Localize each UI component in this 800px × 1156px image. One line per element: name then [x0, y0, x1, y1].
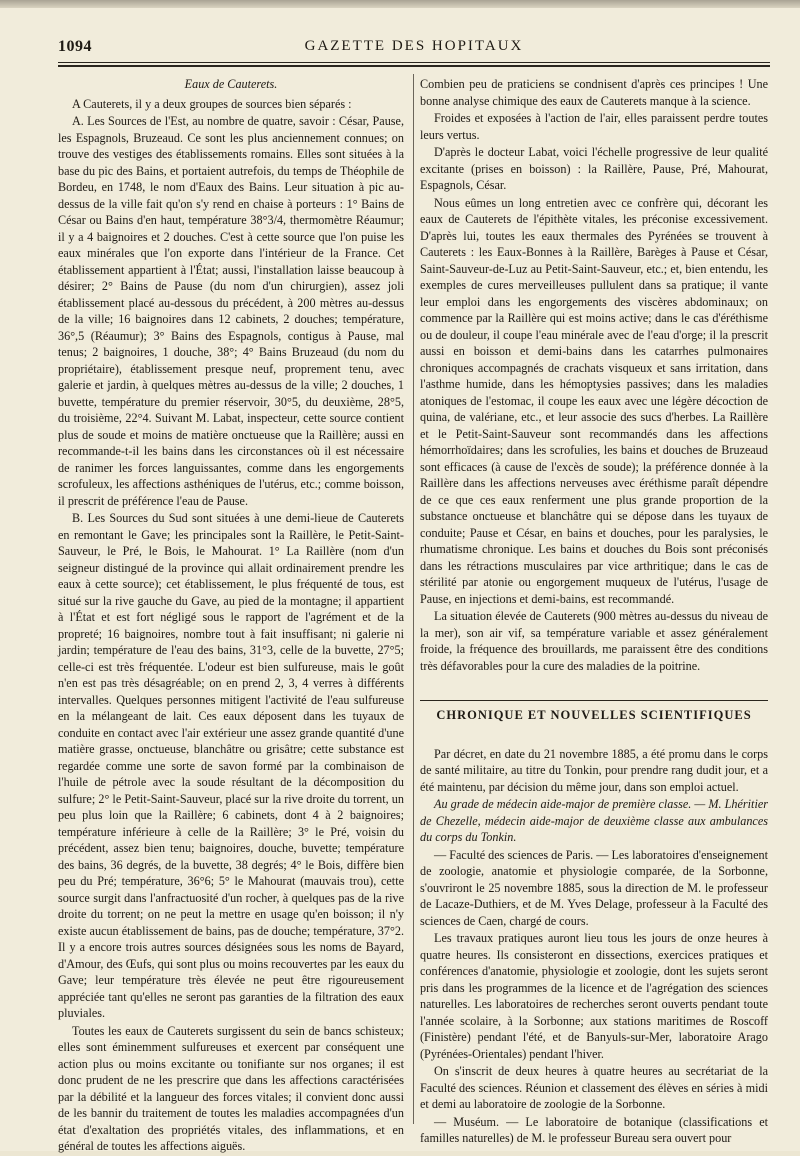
paragraph: — Faculté des sciences de Paris. — Les laboratoires d'enseignement de zoologie, anatomie et physiologie comparée, de la Sorbonne, s'ouvriront le 25 novembre 1885, sous la direction de M. le professeur de Lacaze-Duthiers, et de M. Yves Delage, professeur à la Faculté des sciences de Caen, chargé de cours.	[420, 847, 768, 928]
right-column	[420, 76, 768, 1148]
scan-edge	[0, 0, 800, 8]
paragraph: La situation élevée de Cauterets (900 mètres au-dessus du niveau de la mer), son air vif, sa température variable et assez généralement froide, la fréquence des brouillards, me paraissent être des conditions très défavorables pour la cure des maladies de la poitrine.	[420, 609, 768, 673]
paragraph: A Cauterets, il y a deux groupes de sources bien séparés :	[72, 96, 352, 111]
article-subheading: Eaux de Cauterets.	[184, 77, 278, 91]
paragraph: D'après le docteur Labat, voici l'échelle progressive de leur qualité excitante (prises en boisson) : la Raillère, Pause, Pré, Mahourat, Espagnols, César.	[420, 145, 768, 192]
page-header	[58, 38, 770, 60]
paragraph: Par décret, en date du 21 novembre 1885, a été promu dans le corps de santé militaire, au titre du Tonkin, pour prendre rang dudit jour, et a été maintenu, par décision du même jour, dans son emploi actuel.	[420, 746, 768, 794]
paragraph: Les travaux pratiques auront lieu tous les jours de onze heures à quatre heures. Ils consisteront en dissections, exercices pratiques et conférences d'anatomie, physiologie et zoologie, dont les sujets seront pris dans les programmes de la licence et de l'agrégation des sciences naturelles. Les laboratoires de recherches seront ouverts pendant toute l'année scolaire, à la Sorbonne; aux stations maritimes de Roscoff (Finistère) pendant l'été, et de Banyuls-sur-Mer, laboratoire Arago (Pyrénées-Orientales) pendant l'hiver.	[420, 931, 768, 1061]
paragraph: Au grade de médecin aide-major de première classe. — M. Lhéritier de Chezelle, médecin aide-major de deuxième classe aux ambulances du corps du Tonkin.	[420, 797, 768, 844]
paragraph: Toutes les eaux de Cauterets surgissent du sein de bancs schisteux; elles sont éminemment sulfureuses et exercent par conséquent une action plus ou moins excitante ou tonifiante sur nos organes; il est donc prudent de ne les prescrire que dans les affections caractérisées par la débilité et la langueur des forces vitales; il convient donc aussi de les bannir du traitement de toutes les maladies accompagnées d'un état d'exaltation des propriétés vitales, des inflammations, et en général de toutes les affections aiguës.	[58, 1023, 404, 1153]
paragraph: Froides et exposées à l'action de l'air, elles paraissent perdre toutes leurs vertus.	[420, 111, 768, 142]
page-number: 1094	[58, 38, 92, 55]
header-rule	[58, 62, 770, 63]
header-rule-thick	[58, 65, 770, 67]
paragraph: B. Les Sources du Sud sont situées à une demi-lieue de Cauterets en remontant le Gave; les principales sont la Raillère, le Petit-Saint-Sauveur, le Pré, le Bois, le Mahourat. 1° La Raillère (nom d'un seigneur distingué de la province qui allait ordinairement prendre les eaux à cette source); cet établissement, le plus fréquenté de tous, est situé sur la rive gauche du Gave, au pied de la montagne; il appartient à l'État et est fort négligé sous le rapport de l'agrément et de la propreté; 16 baignoires, nombre tout à fait insuffisant; ni galerie ni jardin; température de l'eau des bains, 31°3, celle de la buvette, 27°5; celle-ci est très fréquentée. L'odeur est bien sulfureuse, mais le goût n'en est pas très désagréable; on en prend 2, 3, 4 verres à différents intervalles. Quelques personnes mitigent l'activité de l'eau sulfureuse en la mélangeant de lait. Ces eaux déposent dans les tuyaux de conduite en contact avec l'air extérieur une assez grande quantité d'une matière grasse, onctueuse, blanchâtre ou grisâtre; cette substance est regardée comme une sorte de savon formé par la combinaison de l'huile de pétrole avec la soude résultant de la décomposition du sulfure; 2° le Petit-Saint-Sauveur, placé sur la rive droite du torrent, un peu plus loin que la Raillère; 6 cabinets, dont 4 à 2 baignoires; température inférieure à celle de la Raillère; 3° le Pré, voisin du précédent, assez bien tenu; baignoires, douche, buvette; température des bains, 36 degrés, de la buvette, 38 degrés; 4° le Bois, diffère bien peu du Pré; température, 36°6; 5° le Mahourat (mauvais trou), cette source surgit dans l'anfractuosité d'un rocher, à quelques pas de la rive droite du torrent; on ne peut la mettre en usage qu'en boisson; il n'y existe aucun établissement de bains, pas de douche; température, 37°2. Il y a encore trois autres sources désignées sous les noms de Bayard, d'Amour, des Œufs, qui sont plus ou moins recouvertes par les eaux du Gave; leur température très élevée ne peut être rigoureusement appréciée tant qu'elles ne seront pas garanties de la filtration des eaux pluviales.	[58, 511, 404, 1020]
paragraph: Combien peu de praticiens se condnisent d'après ces principes ! Une bonne analyse chimique des eaux de Cauterets manque à la science.	[420, 77, 768, 108]
paragraph: A. Les Sources de l'Est, au nombre de quatre, savoir : César, Pause, les Espagnols, Bruzeaud. Ce sont les plus anciennement connues; on trouve des vestiges des établissements romains. Elles sont situées à la base du pic des Bains, et portaient autrefois, du temps de Théophile de Bordeu, en 1748, le nom d'Eaux des Bains. Leur situation à pic au-dessus de la ville fait qu'on s'y rend en chaise à porteurs : 1° Bains de César ou Bains d'en haut, température 38°3/4, thermomètre Réaumur; il y a 4 baignoires et 2 douches. C'est à cette source que l'on puise les eaux minérales que l'on exporte dans l'intérieur de la France. Cet établissement appartient à l'État; aussi, l'installation laisse beaucoup à désirer; 2° Bains de Pause (du nom d'un chirurgien), assez joli établissement placé au-dessous du précédent, à 200 mètres au-dessus de la ville; 16 baignoires dans 12 cabinets, 2 douches; température, 36°,5 (Réaumur); 3° Bains des Espagnols, contigus à Pause, mal tenus; 2 baignoires, 1 douche, 38°; 4° Bains Bruzeaud (du nom du propriétaire), établissement presque neuf, proprement tenu, avec galerie et jardin, à quelques mètres au-dessus de la ville; 2 douches, 1 buvette, température du premier réservoir, 30°5, du deuxième, 28°5, du troisième, 22°4. Suivant M. Labat, inspecteur, cette source contient plus de soude et moins de matière onctueuse que la Raillère; aussi en recommande-t-il les bains dans les circonstances où il est nécessaire de ranimer les forces languissantes, comme dans les engorgements scrofuleux, les affections asthéniques de l'utérus, etc.; comme boisson, il prescrit de préférence l'eau de Pause.	[58, 114, 404, 508]
journal-title: GAZETTE DES HOPITAUX	[304, 38, 524, 54]
left-column	[58, 76, 404, 1156]
column-divider	[413, 74, 414, 1124]
paragraph: Nous eûmes un long entretien avec ce confrère qui, décorant les eaux de Cauterets de l'épithète vitales, les préconise excessivement. D'après lui, toutes les eaux thermales des Pyrénées se trouvent à Cauterets : les Eaux-Bonnes à la Raillère, Barèges à Pause et César, Saint-Sauveur-de-Luz au Petit-Saint-Sauveur, etc.; et, bien entendu, les exemples de cures merveilleuses pullulent dans sa pratique; il vante leur emploi dans les engorgements des viscères abdominaux; on commence par la Raillère qui est moins active; dans le cas d'éréthisme ou de douleur, il coupe l'eau minérale avec de l'eau d'orge; il la prescrit aussi en boisson et demi-bains dans les catarrhes pulmonaires chroniques accompagnés de crachats visqueux et sans irritation, dans l'asthme humide, dans les hémoptysies passives; dans les maladies atoniques de l'estomac, il coupe les eaux avec une légère décoction de quina, de valériane, etc., et leur associe des sucs d'herbes. La Raillère et le Petit-Saint-Sauveur sont recommandés dans les affections hémorrhoïdaires; dans les scrofulies, les bains et douches de Bruzeaud sont efficaces (à cause de l'excès de soude); la préférence donnée à la Raillère dans les affections nerveuses avec éréthisme paraît dépendre de ce que ces eaux renferment une plus grande proportion de la substance onctueuse et blanchâtre qui se dépose dans les tuyaux de conduite; Pause et César, en bains et douches, pour les paralysies, le rhumatisme chronique. Les bains et douches du Bois sont préconisés dans les rétractions musculaires par vice arthritique; dans le cas de stérilité par atonie ou engorgement muqueux de l'utérus, l'usage de Pause, en injections et demi-bains, est recommandé.	[420, 195, 768, 606]
section-title: CHRONIQUE ET NOUVELLES SCIENTIFIQUES	[420, 700, 768, 724]
paragraph: On s'inscrit de deux heures à quatre heures au secrétariat de la Faculté des sciences. Réunion et classement des élèves en séries à midi et demi au laboratoire de zoologie de la Sorbonne.	[420, 1064, 768, 1111]
paragraph: — Muséum. — Le laboratoire de botanique (classifications et familles naturelles) de M. le professeur Bureau sera ouvert pour	[420, 1114, 768, 1145]
